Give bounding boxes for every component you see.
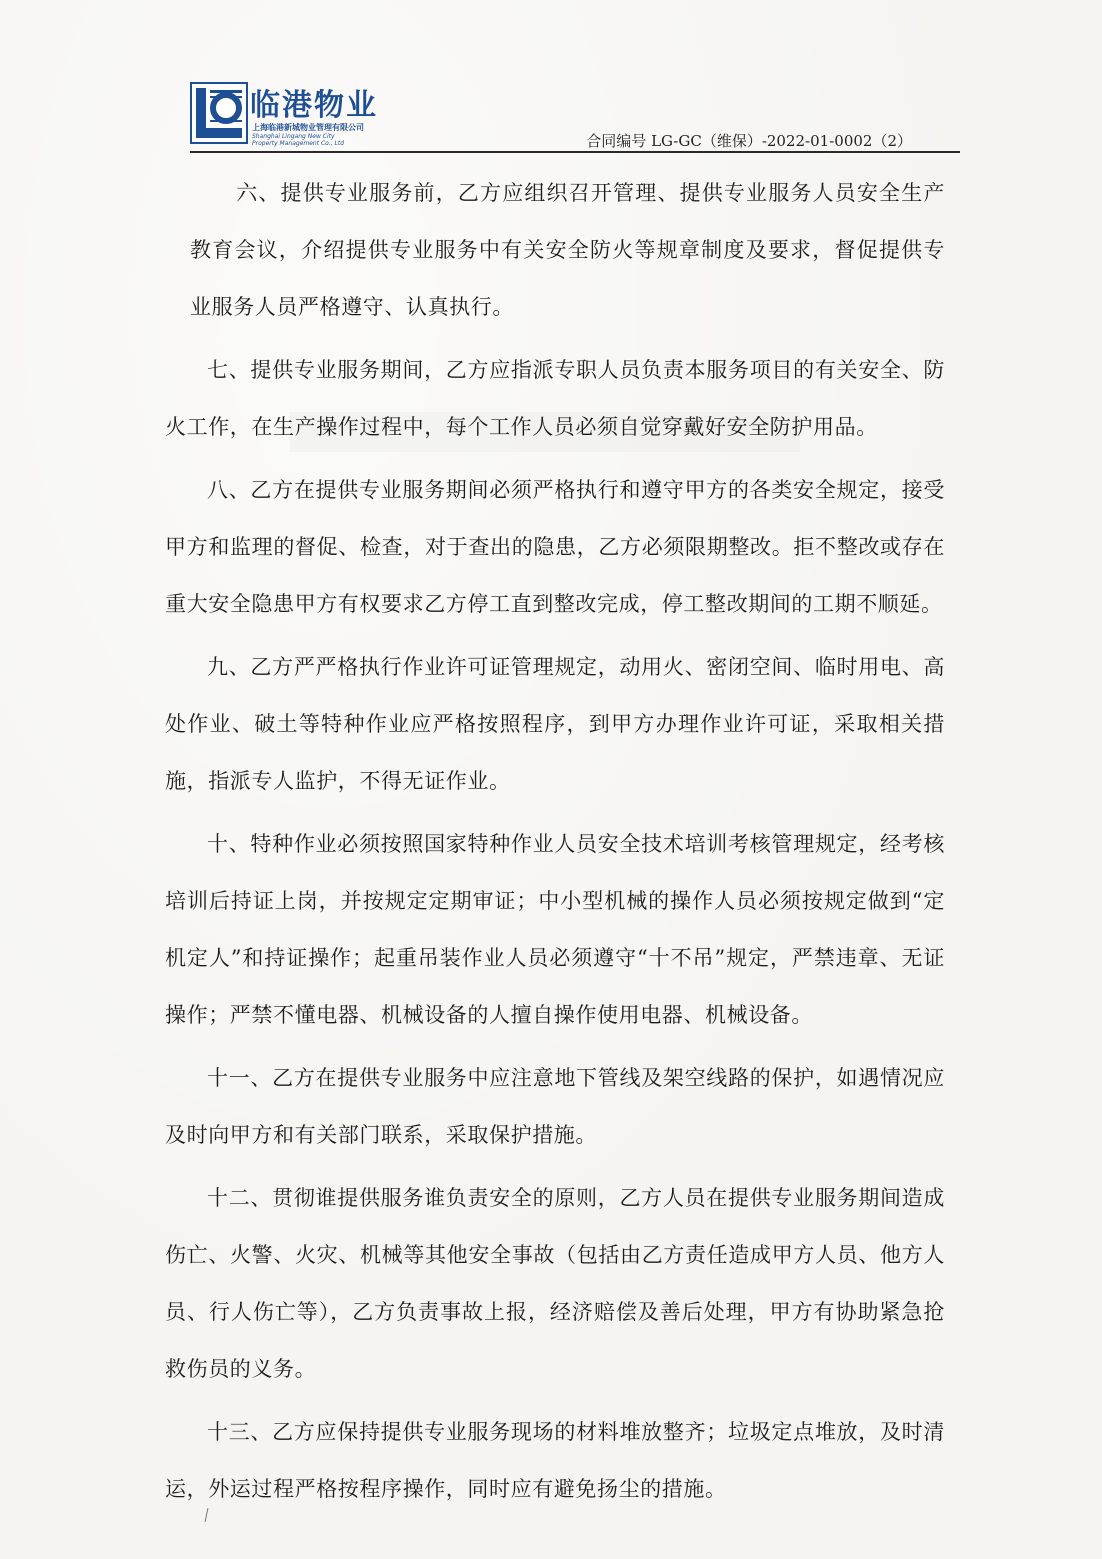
clause-12: 十二、贯彻谁提供服务谁负责安全的原则，乙方人员在提供专业服务期间造成伤亡、火警、火灾、机械等其他安全事故（包括由乙方责任造成甲方人员、他方人员、行人伤亡等），乙方负责事故上报，经济赔偿及善后处理，甲方有协助紧急抢救伤员的义务。	[165, 1186, 945, 1381]
company-logo	[190, 78, 378, 150]
clause-6: 六、提供专业服务前，乙方应组织召开管理、提供专业服务人员安全生产教育会议，介绍提供专业服务中有关安全防火等规章制度及要求，督促提供专业服务人员严格遵守、认真执行。	[190, 181, 945, 319]
clause-13: 十三、乙方应保持提供专业服务现场的材料堆放整齐；垃圾定点堆放，及时清运，外运过程严格按程序操作，同时应有避免扬尘的措施。	[165, 1420, 945, 1501]
clause-11: 十一、乙方在提供专业服务中应注意地下管线及架空线路的保护，如遇情况应及时向甲方和有关部门联系，采取保护措施。	[165, 1066, 945, 1147]
logo-name: 临港物业	[250, 88, 378, 123]
logo-chinese-subtitle: 上海临港新城物业管理有限公司	[252, 123, 364, 132]
document-body	[165, 165, 945, 1524]
document-header	[190, 78, 960, 156]
clause-9: 九、乙方严严格执行作业许可证管理规定，动用火、密闭空间、临时用电、高处作业、破土等特种作业应严格按照程序，到甲方办理作业许可证，采取相关措施，指派专人监护，不得无证作业。	[165, 655, 945, 793]
clause-8: 八、乙方在提供专业服务期间必须严格执行和遵守甲方的各类安全规定，接受甲方和监理的督促、检查，对于查出的隐患，乙方必须限期整改。拒不整改或存在重大安全隐患甲方有权要求乙方停工直到整改完成，停工整改期间的工期不顺延。	[165, 478, 945, 616]
lingang-logo-icon	[190, 82, 248, 144]
clause-7: 七、提供专业服务期间，乙方应指派专职人员负责本服务项目的有关安全、防火工作，在生产操作过程中，每个工作人员必须自觉穿戴好安全防护用品。	[165, 358, 945, 439]
clause-10: 十、特种作业必须按照国家特种作业人员安全技术培训考核管理规定，经考核培训后持证上岗，并按规定定期审证；中小型机械的操作人员必须按规定做到“定机定人”和持证操作；起重吊装作业人员必须遵守“十不吊”规定，严禁违章、无证操作；严禁不懂电器、机械设备的人擅自操作使用电器、机械设备。	[165, 832, 945, 1027]
header-divider	[190, 151, 960, 153]
contract-number: 合同编号 LG-GC（维保）-2022-01-0002（2）	[586, 132, 912, 150]
logo-english-subtitle: Shanghai Lingang New City Property Management Co., Ltd	[252, 133, 345, 147]
